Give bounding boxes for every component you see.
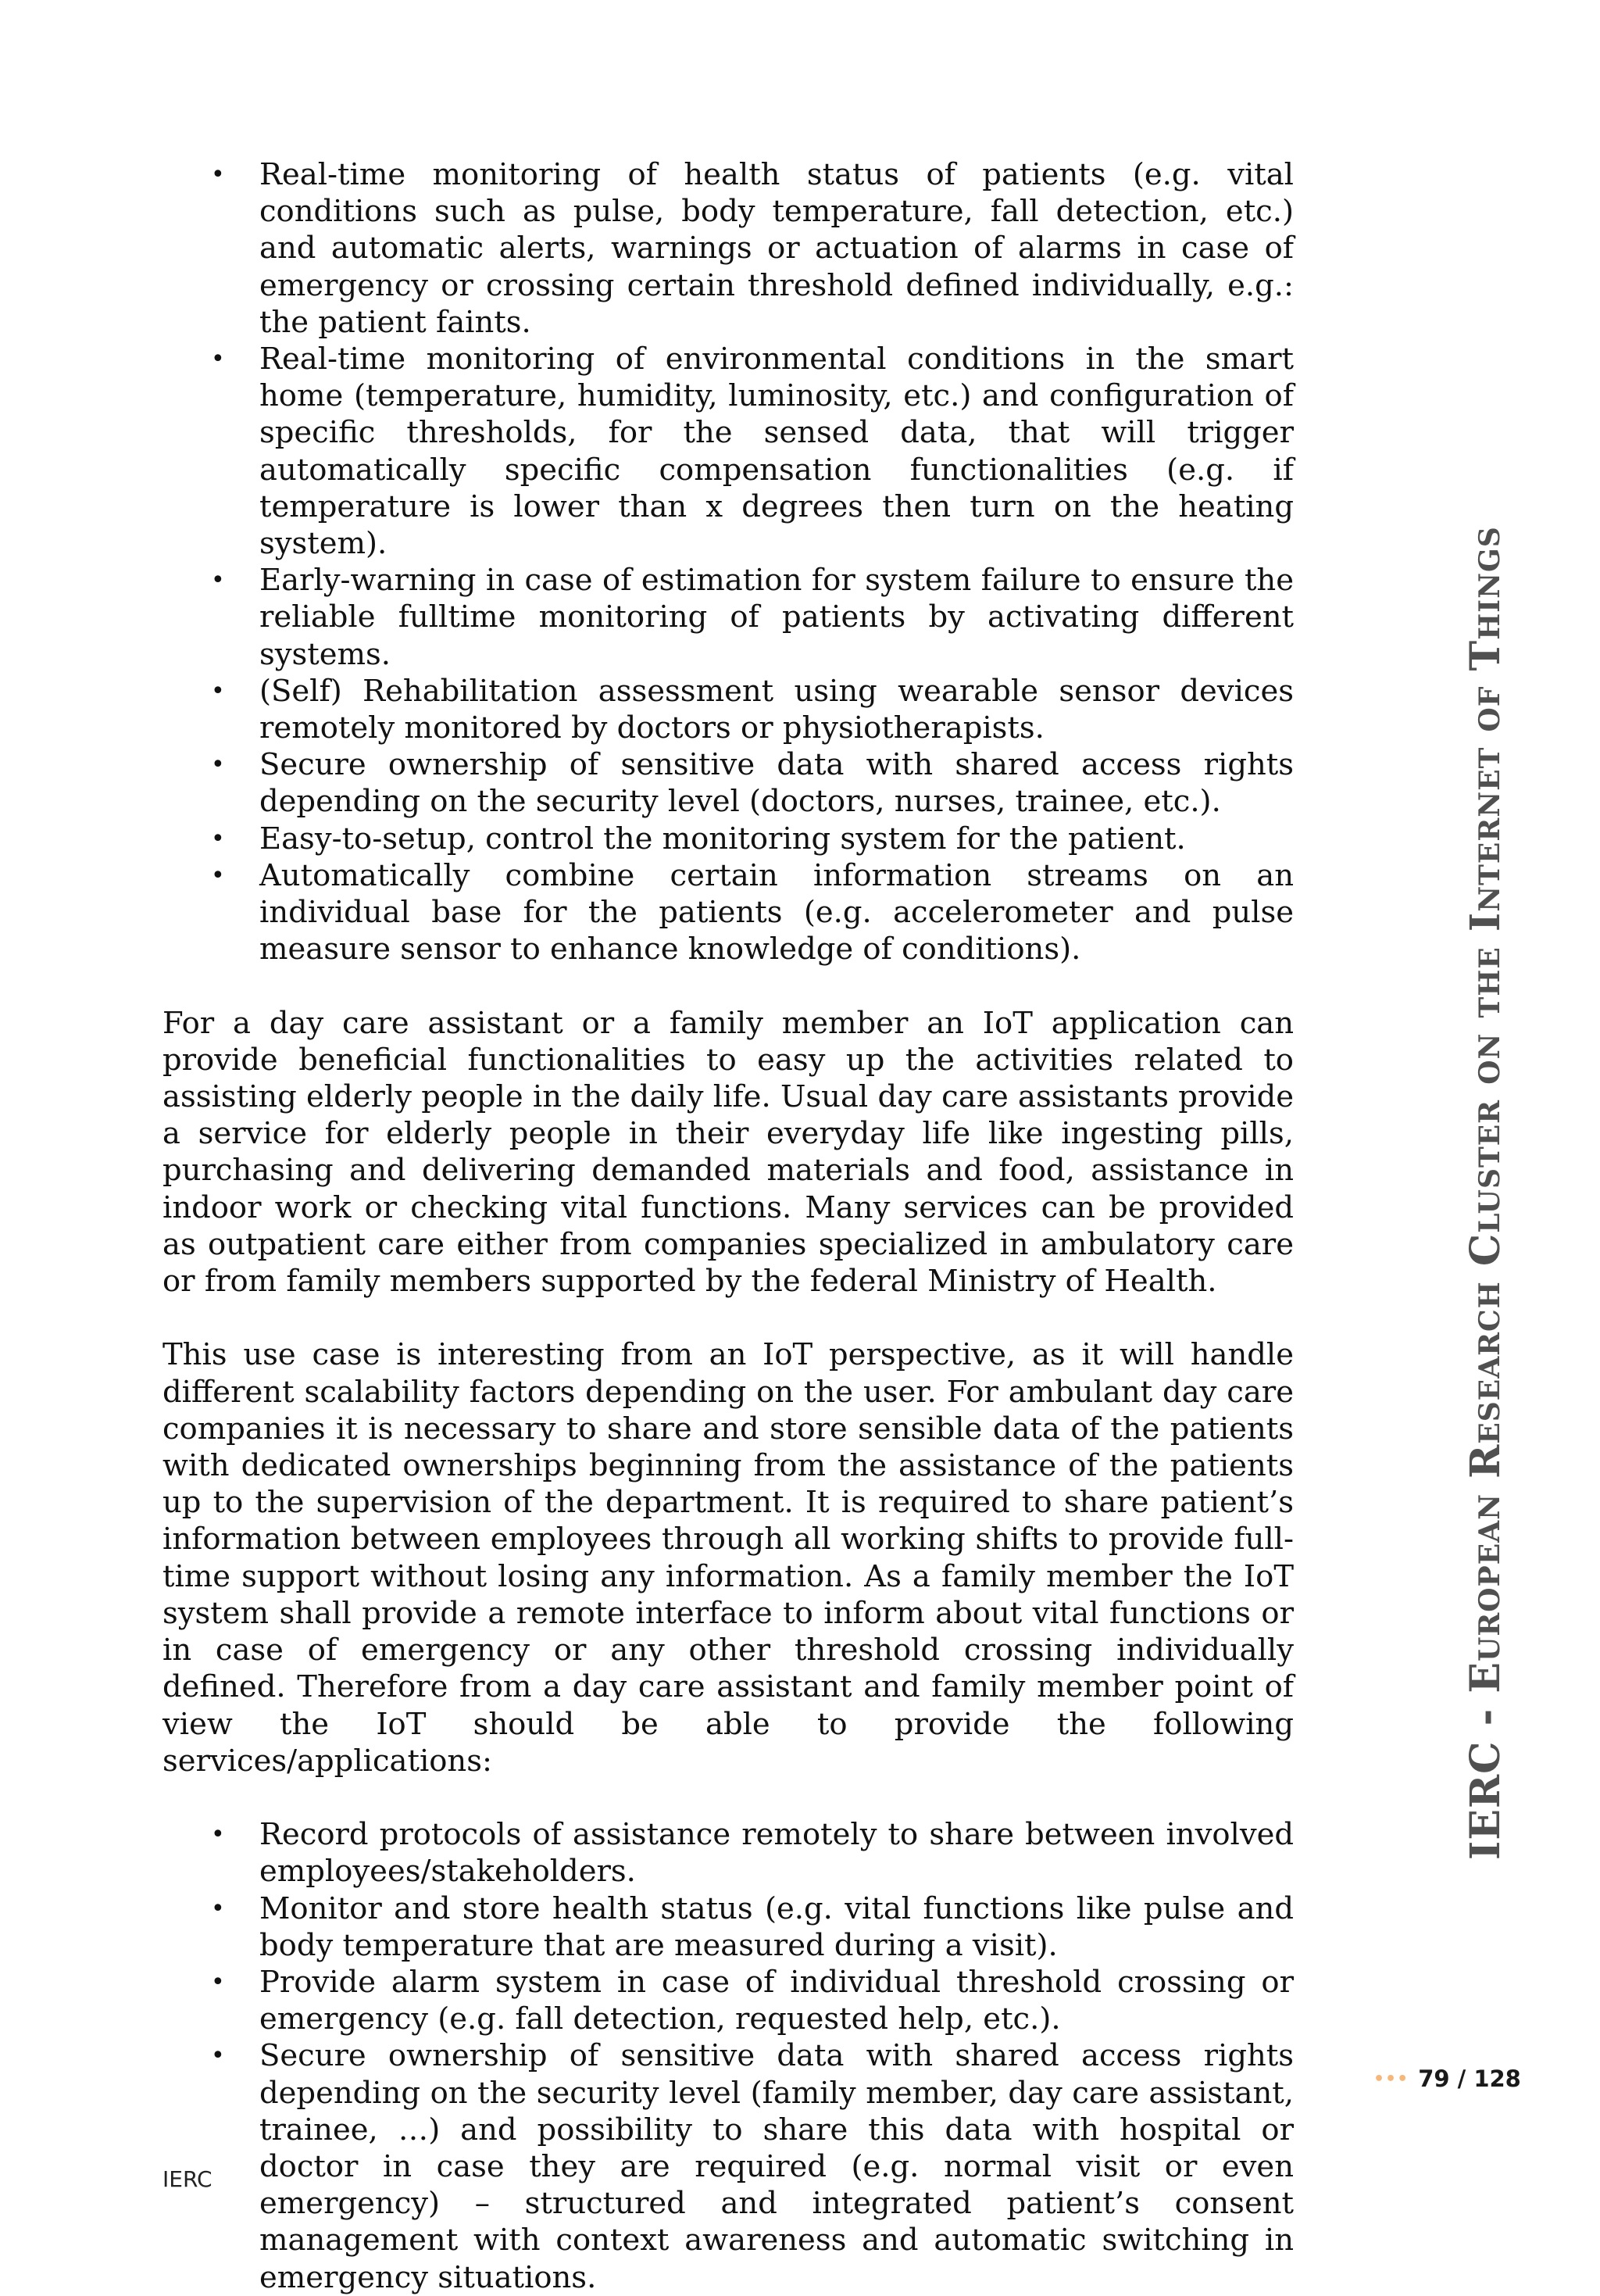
page-dots-icon: ••• (1373, 2069, 1409, 2089)
bullet-icon: • (211, 567, 225, 595)
list-item-text: Real-time monitoring of environmental conditions in the smart home (temperature, humidity, luminosity, etc.) and configuration of specific thresholds, for the sensed data, that will trigger automatically specific compensation functionalities (e.g. if temperature is lower than x degrees then turn on the heating system). (259, 342, 1294, 562)
list-item-text: Real-time monitoring of health status of patients (e.g. vital conditions such as pulse, body temperature, fall detection, etc.) and automatic alerts, warnings or actuation of alarms in case of emergency or crossing certain threshold defined individually, e.g.: the patient faints. (259, 157, 1294, 340)
list-item-text: Monitor and store health status (e.g. vital functions like pulse and body temperature that are measured during a visit). (259, 1890, 1294, 1963)
bullet-icon: • (211, 161, 225, 188)
list-item (162, 821, 1294, 857)
main-content (162, 156, 1294, 2296)
list-item (162, 341, 1294, 562)
page-number (1373, 2065, 1521, 2094)
bullet-icon: • (211, 2042, 225, 2070)
list-item (162, 746, 1294, 820)
bullet-icon: • (211, 1821, 225, 1849)
list-item-text: Early-warning in case of estimation for system failure to ensure the reliable fulltime monitoring of patients by activating different systems. (259, 563, 1294, 672)
bullet-icon: • (211, 1894, 225, 1922)
paragraph-iot-perspective: This use case is interesting from an IoT perspective, as it will handle different scalability factors depending on the user. For ambulant day care companies it is necessary to share and store sensible data of the patients with dedicated ownerships beginning from the assistance of the patients up to the supervision of the department. It is required to share patient’s information between employees through all working shifts to provide full-time support without losing any information. As a family member the IoT system shall provide a remote interface to inform about vital functions or in case of emergency or any other threshold crossing individually defined. Therefore from a day care assistant and family member point of view the IoT should be able to provide the following services/applications: (162, 1337, 1294, 1779)
running-side-title: IERC - European Research Cluster on the Internet of Things (1462, 526, 1509, 1860)
list-item-text: Easy-to-setup, control the monitoring system for the patient. (259, 821, 1186, 857)
bullet-list-bottom (162, 1816, 1294, 2296)
footer-label: IERC (162, 2166, 212, 2192)
bullet-icon: • (211, 1968, 225, 1996)
list-item (162, 1816, 1294, 1890)
paragraph-day-care: For a day care assistant or a family member an IoT application can provide beneficial functionalities to easy up the activities related to assisting elderly people in the daily life. Usual day care assistants provide a service for elderly people in their everyday life like ingesting pills, purchasing and delivering demanded materials and food, assistance in indoor work or checking vital functions. Many services can be provided as outpatient care either from companies specialized in ambulatory care or from family members supported by the federal Ministry of Health. (162, 1005, 1294, 1300)
list-item-text: Automatically combine certain information streams on an individual base for the patients (e.g. accelerometer and pulse measure sensor to enhance knowledge of conditions). (259, 857, 1294, 967)
list-item-text: Provide alarm system in case of individual threshold crossing or emergency (e.g. fall detection, requested help, etc.). (259, 1964, 1294, 2037)
list-item (162, 673, 1294, 746)
list-item (162, 2037, 1294, 2295)
list-item (162, 562, 1294, 673)
page-number-text: 79 / 128 (1418, 2065, 1521, 2092)
spacer (162, 1779, 1294, 1816)
list-item (162, 857, 1294, 968)
bullet-icon: • (211, 824, 225, 853)
bullet-icon: • (211, 751, 225, 779)
list-item-text: Secure ownership of sensitive data with shared access rights depending on the security level (family member, day care assistant, trainee, …) and possibility to share this data with hospital or doctor in case they are required (e.g. normal visit or even emergency) – structured and integrated patient’s consent management with context awareness and automatic switching in emergency situations. (259, 2038, 1294, 2295)
bullet-icon: • (211, 345, 225, 374)
spacer (162, 967, 1294, 1004)
list-item (162, 1964, 1294, 2037)
bullet-icon: • (211, 861, 225, 889)
list-item (162, 156, 1294, 341)
list-item-text: Record protocols of assistance remotely to share between involved employees/stakeholders. (259, 1817, 1294, 1890)
list-item-text: (Self) Rehabilitation assessment using wearable sensor devices remotely monitored by doctors or physiotherapists. (259, 673, 1294, 746)
spacer (162, 1300, 1294, 1336)
bullet-list-top (162, 156, 1294, 967)
bullet-icon: • (211, 677, 225, 705)
list-item-text: Secure ownership of sensitive data with shared access rights depending on the security level (doctors, nurses, trainee, etc.). (259, 747, 1294, 820)
list-item (162, 1890, 1294, 1964)
